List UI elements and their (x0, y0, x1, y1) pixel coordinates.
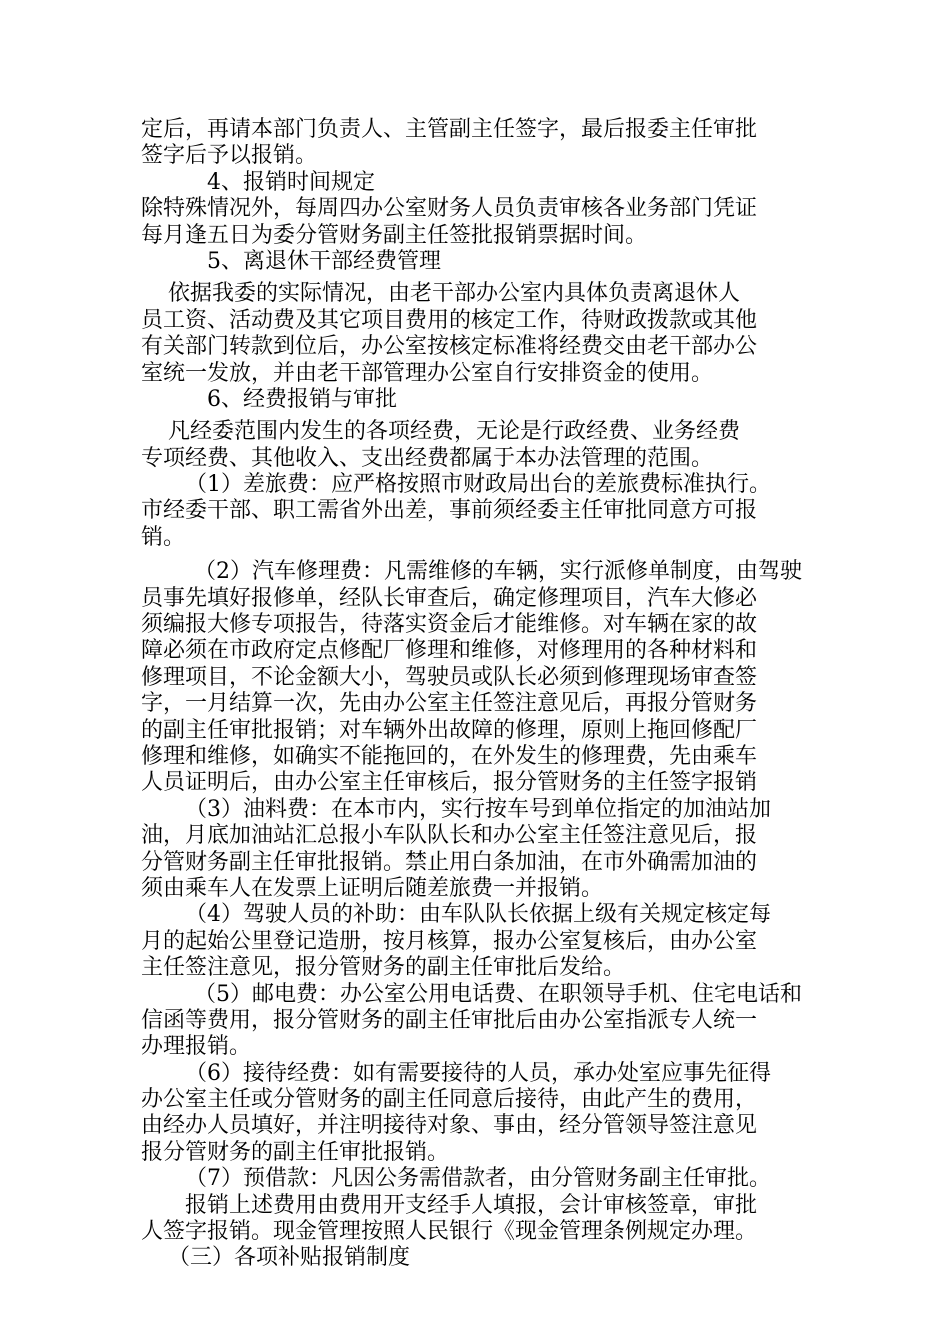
heading-retired-cadre-funds (141, 249, 813, 275)
paragraph-advance-loan (141, 1166, 813, 1192)
text-line: 销。 (141, 524, 186, 550)
text-line: 员事先填好报修单，经队长审查后，确定修理项目，汽车大修必 (141, 585, 758, 611)
text-line: 的副主任审批报销；对车辆外出故障的修理，原则上拖回修配厂 (141, 717, 758, 743)
text-line: 定后，再请本部门负责人、主管副主任签字，最后报委主任审批 (141, 117, 758, 142)
text-line: 信函等费用，报分管财务的副主任审批后由办公室指派专人统一 (141, 1007, 758, 1033)
text-line: 由经办人员填好，并注明接待对象、事由，经分管领导签注意见 (141, 1113, 758, 1139)
heading-reimbursement-time (141, 170, 813, 196)
heading-expense-approval (141, 387, 813, 413)
text-line: （6）接待经费：如有需要接待的人员，承办处室应事先征得 (185, 1060, 771, 1086)
section-heading: 6、经费报销与审批 (207, 386, 397, 412)
text-line: 员工资、活动费及其它项目费用的核定工作，待财政拨款或其他 (141, 307, 758, 333)
paragraph-travel-expenses (141, 472, 813, 551)
heading-subsidy-reimbursement (141, 1245, 813, 1271)
text-line: （4）驾驶人员的补助：由车队队长依据上级有关规定核定每 (185, 902, 771, 928)
text-line: 办公室主任或分管财务的副主任同意后接待，由此产生的费用， (141, 1087, 758, 1113)
text-line: 报分管财务的副主任审批报销。 (141, 1139, 450, 1165)
text-line: 须编报大修专项报告，待落实资金后才能维修。对车辆在家的故 (141, 612, 758, 638)
text-line: 办理报销。 (141, 1034, 252, 1060)
paragraph-cash-management (141, 1193, 813, 1246)
section-heading: 4、报销时间规定 (207, 169, 375, 195)
text-line: 须由乘车人在发票上证明后随差旅费一并报销。 (141, 875, 604, 901)
text-line: 有关部门转款到位后，办公室按核定标准将经费交由老干部办公 (141, 334, 758, 360)
text-line: 分管财务副主任审批报销。禁止用白条加油，在市外确需加油的 (141, 849, 758, 875)
text-line: 签字后予以报销。 (141, 143, 318, 169)
text-line: 修理项目，不论金额大小，驾驶员或队长必须到修理现场审查签 (141, 664, 758, 690)
paragraph-reimbursement-time (141, 196, 813, 249)
paragraph-approval-continued (141, 117, 813, 170)
section-heading: （三）各项补贴报销制度 (168, 1245, 411, 1271)
text-line: 除特殊情况外，每周四办公室财务人员负责审核各业务部门凭证 (141, 196, 758, 222)
text-line: （7）预借款：凡因公务需借款者，由分管财务副主任审批。 (185, 1166, 771, 1192)
text-line: 专项经费、其他收入、支出经费都属于本办法管理的范围。 (141, 445, 714, 471)
text-line: 每月逢五日为委分管财务副主任签批报销票据时间。 (141, 222, 648, 248)
section-heading: 5、离退休干部经费管理 (207, 248, 441, 274)
text-line: 凡经委范围内发生的各项经费，无论是行政经费、业务经费 (168, 419, 741, 445)
text-line: 主任签注意见，报分管财务的副主任审批后发给。 (141, 955, 626, 981)
paragraph-expense-scope (141, 419, 813, 472)
text-line: （5）邮电费：办公室公用电话费、在职领导手机、住宅电话和 (194, 981, 802, 1007)
paragraph-fuel-expenses (141, 797, 813, 903)
text-line: （3）油料费：在本市内，实行按车号到单位指定的加油站加 (185, 796, 771, 822)
text-line: （1）差旅费：应严格按照市财政局出台的差旅费标准执行。 (185, 472, 771, 498)
text-line: 人员证明后，由办公室主任审核后，报分管财务的主任签字报销 (141, 770, 758, 796)
text-line: 人签字报销。现金管理按照人民银行《现金管理条例规定办理。 (141, 1219, 758, 1245)
paragraph-reception-funds (141, 1061, 813, 1167)
text-line: 依据我委的实际情况，由老干部办公室内具体负责离退休人 (168, 281, 741, 307)
paragraph-retired-cadre-funds (141, 281, 813, 387)
text-line: 油，月底加油站汇总报小车队队长和办公室主任签注意见后，报 (141, 823, 758, 849)
text-line: 室统一发放，并由老干部管理办公室自行安排资金的使用。 (141, 360, 714, 386)
text-line: 修理和维修，如确实不能拖回的，在外发生的修理费，先由乘车 (141, 743, 758, 769)
text-line: 字，一月结算一次，先由办公室主任签注意见后，再报分管财务 (141, 691, 758, 717)
paragraph-vehicle-repair (141, 559, 813, 797)
text-line: 报销上述费用由费用开支经手人填报，会计审核签章，审批 (185, 1192, 758, 1218)
text-line: （2）汽车修理费：凡需维修的车辆，实行派修单制度，由驾驶 (194, 559, 802, 585)
paragraph-postal-telecom (141, 982, 813, 1061)
document-page (141, 117, 813, 1272)
text-line: 月的起始公里登记造册，按月核算，报办公室复核后，由办公室 (141, 928, 758, 954)
text-line: 障必须在市政府定点修配厂修理和维修，对修理用的各种材料和 (141, 638, 758, 664)
text-line: 市经委干部、职工需省外出差，事前须经委主任审批同意方可报 (141, 498, 758, 524)
paragraph-driver-allowance (141, 902, 813, 981)
